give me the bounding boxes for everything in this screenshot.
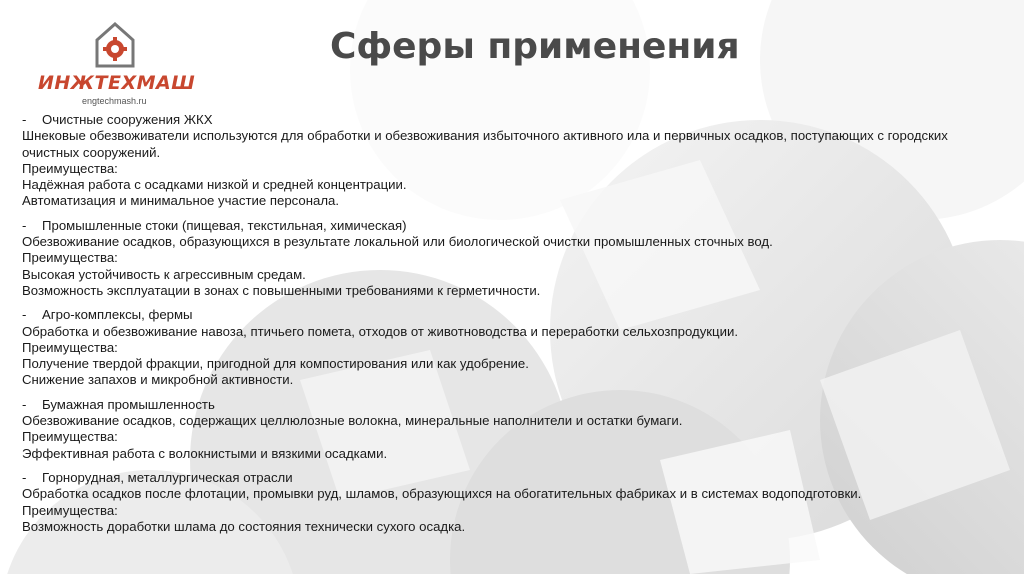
bullet-dash: - [22, 307, 27, 323]
section-heading [22, 397, 1002, 413]
content-area [22, 112, 1002, 543]
advantage-item: Возможность эксплуатации в зонах с повышенными требованиями к герметичности. [22, 282, 541, 298]
bullet-dash: - [22, 469, 27, 485]
section-description: Обработка осадков после флотации, промывки руд, шламов, образующихся на обогатительных фабриках и в системах водоподготовки. [22, 486, 862, 502]
section-heading-text: Промышленные стоки (пищевая, текстильная, химическая) [42, 217, 407, 233]
section-heading-text: Горнорудная, металлургическая отрасли [42, 469, 293, 485]
section-description: Обезвоживание осадков, содержащих целлюлозные волокна, минеральные наполнители и остатки бумаги. [22, 413, 683, 429]
section-heading-text: Очистные сооружения ЖКХ [42, 112, 213, 127]
bullet-dash: - [22, 112, 27, 127]
advantage-item: Высокая устойчивость к агрессивным средам. [22, 266, 306, 282]
logo-site: engtechmash.ru [82, 96, 147, 106]
advantage-item: Получение твердой фракции, пригодной для компостирования или как удобрение. [22, 356, 529, 372]
advantages-label: Преимущества: [22, 250, 118, 266]
company-logo [38, 20, 198, 110]
advantages-label: Преимущества: [22, 339, 118, 355]
section-heading [22, 112, 1002, 128]
page-title: Сферы применения [330, 26, 740, 67]
section-heading [22, 470, 1002, 486]
section-description: Шнековые обезвоживатели используются для обработки и обезвоживания избыточного активного ила и первичных осадков, поступающих с городских очистных сооружений. [22, 128, 948, 160]
bullet-dash: - [22, 396, 27, 412]
gear-house-icon [93, 20, 137, 68]
section-mining [22, 470, 1002, 535]
section-heading [22, 218, 1002, 234]
advantage-item: Автоматизация и минимальное участие персонала. [22, 193, 340, 209]
advantage-item: Надёжная работа с осадками низкой и средней концентрации. [22, 177, 407, 193]
section-heading-text: Бумажная промышленность [42, 396, 215, 412]
advantage-item: Снижение запахов и микробной активности. [22, 372, 294, 388]
section-industrial [22, 218, 1002, 299]
section-housing [22, 112, 1002, 210]
advantages-label: Преимущества: [22, 160, 118, 176]
advantages-label: Преимущества: [22, 429, 118, 445]
advantage-item: Эффективная работа с волокнистыми и вязкими осадками. [22, 445, 388, 461]
section-paper [22, 397, 1002, 462]
section-description: Обработка и обезвоживание навоза, птичьего помета, отходов от животноводства и переработки сельхозпродукции. [22, 323, 739, 339]
section-agro [22, 307, 1002, 388]
advantages-label: Преимущества: [22, 502, 118, 518]
bullet-dash: - [22, 217, 27, 233]
advantage-item: Возможность доработки шлама до состояния технически сухого осадка. [22, 518, 466, 534]
section-heading [22, 307, 1002, 323]
logo-name: ИНЖТЕХМАШ [38, 72, 196, 94]
section-heading-text: Агро-комплексы, фермы [42, 307, 193, 323]
section-description: Обезвоживание осадков, образующихся в результате локальной или биологической очистки промышленных сточных вод. [22, 234, 773, 250]
